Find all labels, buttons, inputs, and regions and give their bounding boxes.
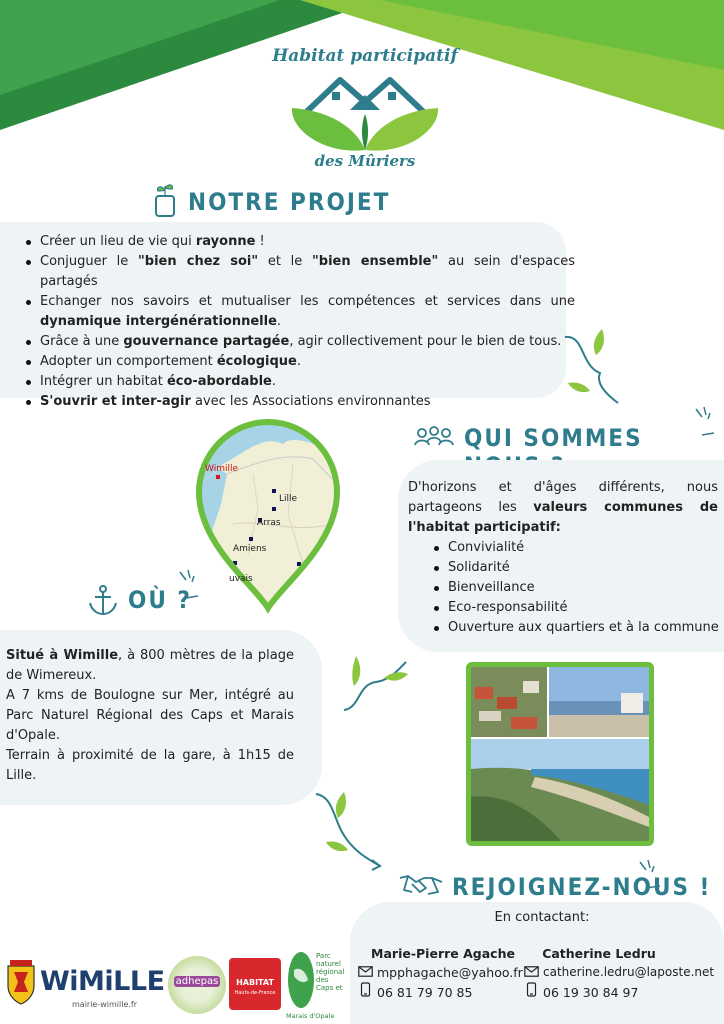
plant-jar-icon	[150, 182, 180, 218]
site-photo	[466, 662, 654, 846]
wimille-url[interactable]: mairie-wimille.fr	[72, 1000, 138, 1009]
handshake-icon	[398, 868, 444, 898]
contact-phone[interactable]: 06 81 79 70 85	[377, 984, 473, 1000]
projet-item: Grâce à une gouvernance partagée, agir collectivement pour le bien de tous.	[40, 332, 575, 352]
projet-list	[22, 232, 575, 412]
anchor-icon	[86, 583, 120, 617]
rejoignez-title: REJOIGNEZ-NOUS !	[452, 873, 712, 901]
vine-decoration	[340, 654, 410, 714]
projet-item: Intégrer un habitat éco-abordable.	[40, 372, 575, 392]
map-pin	[193, 414, 343, 614]
parc-logo-text: Parc naturel régional des Caps et	[316, 952, 345, 992]
parc-naturel-logo	[286, 950, 346, 1024]
contact-intro: En contactant:	[494, 910, 590, 925]
contact-phone[interactable]: 06 19 30 84 97	[543, 984, 639, 1000]
ou-paragraph: A 7 kms de Boulogne sur Mer, intégré au Parc Naturel Régional des Caps et Marais d'Opale.	[6, 688, 294, 743]
parc-logo-line: Marais d'Opale	[286, 1012, 335, 1020]
contact-email[interactable]: catherine.ledru@laposte.net	[543, 965, 715, 979]
value-item: Ouverture aux quartiers et à la commune	[448, 618, 724, 638]
projet-item: Conjuguer le "bien chez soi" et le "bien ensemble" au sein d'espaces partagés	[40, 252, 575, 292]
projet-item: S'ouvrir et inter-agir avec les Associations environnantes	[40, 392, 575, 412]
projet-item: Adopter un comportement écologique.	[40, 352, 575, 372]
sparkle-decoration	[692, 405, 716, 439]
contact-email-row[interactable]	[358, 963, 528, 982]
logo-title: Habitat participatif	[272, 46, 458, 66]
contact-phone-row[interactable]	[358, 982, 528, 1002]
qui-panel	[398, 460, 724, 652]
map-city-arras: Arras	[257, 518, 281, 528]
qui-values	[430, 538, 724, 638]
contact-name: Marie-Pierre Agache	[371, 946, 515, 961]
logo-subtitle: des Mûriers	[314, 152, 416, 170]
map-city-amiens: Amiens	[233, 544, 267, 554]
vine-decoration	[560, 325, 620, 405]
contact-card	[358, 946, 528, 1002]
value-item: Solidarité	[448, 558, 724, 578]
envelope-icon	[524, 963, 539, 982]
sparkle-decoration	[176, 568, 200, 602]
ou-paragraph: Terrain à proximité de la gare, à 1h15 de Lille.	[6, 748, 294, 783]
habitat-logo-title: HABITAT	[236, 978, 274, 987]
contact-email-row[interactable]	[524, 963, 724, 982]
value-item: Eco-responsabilité	[448, 598, 724, 618]
contact-phone-row[interactable]	[524, 982, 724, 1002]
map-city-lille: Lille	[279, 494, 298, 504]
ou-title: OÙ ?	[128, 586, 192, 614]
sparkle-decoration	[636, 858, 664, 892]
contact-panel	[350, 902, 724, 1024]
group-icon	[414, 425, 454, 449]
projet-title: NOTRE PROJET	[188, 188, 391, 216]
qui-title: QUI SOMMES	[464, 424, 643, 452]
habitat-logo-subtitle: Hauts-de-France	[234, 990, 276, 996]
projet-item: Echanger nos savoirs et mutualiser les compétences et services dans une dynamique intergénérationnelle.	[40, 292, 575, 332]
qui-intro: D'horizons et d'âges différents, nous partageons les valeurs communes de l'habitat participatif:	[408, 480, 718, 535]
phone-icon	[524, 982, 539, 1002]
wimille-crest-icon	[4, 960, 38, 1006]
habitat-hdf-logo	[229, 958, 281, 1010]
contact-card	[524, 946, 724, 1002]
value-item: Bienveillance	[448, 578, 724, 598]
adhepas-logo	[168, 956, 226, 1014]
contact-email[interactable]: mpphagache@yahoo.fr	[377, 965, 523, 980]
ou-panel	[0, 630, 322, 805]
wimille-logo-text: WiMiLLE	[40, 966, 165, 997]
adhepas-label: adhepas	[175, 976, 219, 987]
logo	[270, 30, 460, 180]
envelope-icon	[358, 963, 373, 982]
map-city-wimille: Wimille	[205, 464, 239, 474]
phone-icon	[358, 982, 373, 1002]
map-city-beauvais: uvais	[229, 574, 253, 584]
contact-name: Catherine Ledru	[542, 946, 656, 961]
projet-panel	[0, 222, 575, 409]
ou-text	[6, 646, 294, 786]
ou-paragraph: Situé à Wimille, à 800 mètres de la plage de Wimereux.	[6, 648, 294, 683]
projet-item: Créer un lieu de vie qui rayonne !	[40, 232, 575, 252]
value-item: Convivialité	[448, 538, 724, 558]
vine-decoration	[312, 788, 384, 872]
